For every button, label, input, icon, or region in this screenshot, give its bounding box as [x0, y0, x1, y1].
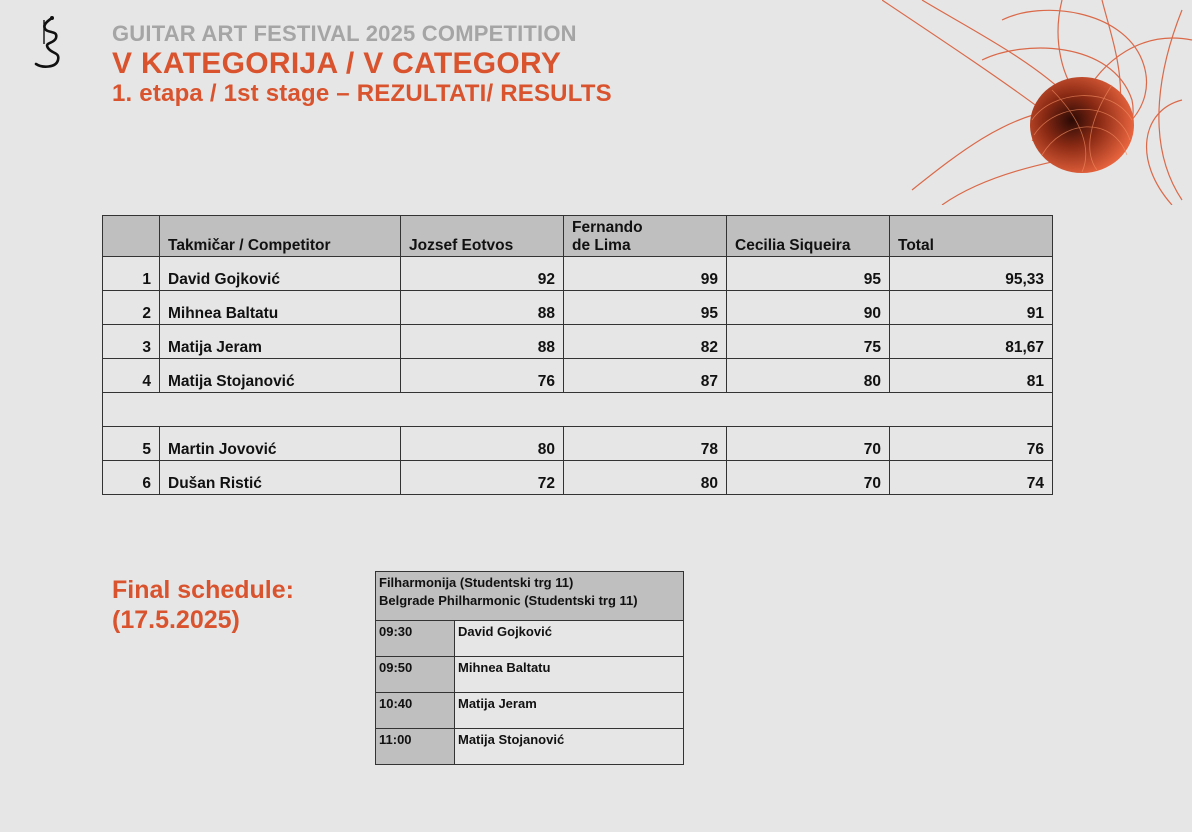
venue-line-english: Belgrade Philharmonic (Studentski trg 11): [379, 593, 638, 608]
schedule-competitor: Matija Jeram: [455, 693, 684, 729]
table-row: [103, 359, 1053, 393]
score-cell: 80: [727, 359, 890, 393]
venue-line-serbian: Filharmonija (Studentski trg 11): [379, 575, 574, 590]
competitor-header: Takmičar / Competitor: [160, 216, 401, 257]
score-cell: 80: [401, 427, 564, 461]
venue-header: [376, 572, 684, 621]
table-row: [103, 291, 1053, 325]
score-cell: 80: [564, 461, 727, 495]
separator-cell: [103, 393, 1053, 427]
total-cell: 81,67: [890, 325, 1053, 359]
results-table: [102, 215, 1053, 495]
table-row: [103, 427, 1053, 461]
judge-lima-header-line1: Fernando: [572, 219, 643, 236]
title-block: [112, 20, 612, 108]
competitor-cell: David Gojković: [160, 257, 401, 291]
score-cell: 90: [727, 291, 890, 325]
final-schedule-date: (17.5.2025): [112, 606, 240, 634]
total-cell: 95,33: [890, 257, 1053, 291]
schedule-header-row: [376, 572, 684, 621]
rank-cell: 4: [103, 359, 160, 393]
stage-title: 1. etapa / 1st stage – REZULTATI/ RESULTS: [112, 80, 612, 107]
schedule-time: 10:40: [376, 693, 455, 729]
total-header: Total: [890, 216, 1053, 257]
competitor-cell: Martin Jovović: [160, 427, 401, 461]
rank-cell: 5: [103, 427, 160, 461]
score-cell: 72: [401, 461, 564, 495]
competitor-cell: Matija Stojanović: [160, 359, 401, 393]
category-title: V KATEGORIJA / V CATEGORY: [112, 47, 562, 80]
score-cell: 70: [727, 461, 890, 495]
schedule-competitor: Mihnea Baltatu: [455, 657, 684, 693]
festival-logo-icon: [30, 14, 70, 72]
schedule-row: [376, 657, 684, 693]
score-cell: 87: [564, 359, 727, 393]
schedule-competitor: Matija Stojanović: [455, 729, 684, 765]
string-ball-icon: [882, 0, 1192, 205]
separator-row: [103, 393, 1053, 427]
judge-lima-header: [564, 216, 727, 257]
final-schedule-label: [112, 575, 294, 635]
schedule-time: 11:00: [376, 729, 455, 765]
total-cell: 91: [890, 291, 1053, 325]
rank-cell: 6: [103, 461, 160, 495]
table-row: [103, 461, 1053, 495]
score-cell: 95: [727, 257, 890, 291]
score-cell: 99: [564, 257, 727, 291]
schedule-time: 09:30: [376, 621, 455, 657]
score-cell: 76: [401, 359, 564, 393]
results-header-row: [103, 216, 1053, 257]
final-schedule-title: Final schedule:: [112, 576, 294, 604]
competitor-cell: Dušan Ristić: [160, 461, 401, 495]
score-cell: 88: [401, 291, 564, 325]
total-cell: 74: [890, 461, 1053, 495]
rank-cell: 2: [103, 291, 160, 325]
competitor-cell: Mihnea Baltatu: [160, 291, 401, 325]
schedule-competitor: David Gojković: [455, 621, 684, 657]
score-cell: 95: [564, 291, 727, 325]
total-cell: 76: [890, 427, 1053, 461]
rank-header: [103, 216, 160, 257]
judge-siqueira-header: Cecilia Siqueira: [727, 216, 890, 257]
judge-lima-header-line2: de Lima: [572, 237, 631, 254]
schedule-table: [375, 571, 684, 765]
score-cell: 70: [727, 427, 890, 461]
score-cell: 75: [727, 325, 890, 359]
judge-eotvos-header: Jozsef Eotvos: [401, 216, 564, 257]
score-cell: 82: [564, 325, 727, 359]
festival-title: GUITAR ART FESTIVAL 2025 COMPETITION: [112, 21, 577, 46]
total-cell: 81: [890, 359, 1053, 393]
table-row: [103, 325, 1053, 359]
score-cell: 92: [401, 257, 564, 291]
schedule-row: [376, 693, 684, 729]
score-cell: 78: [564, 427, 727, 461]
competitor-cell: Matija Jeram: [160, 325, 401, 359]
schedule-row: [376, 729, 684, 765]
schedule-time: 09:50: [376, 657, 455, 693]
rank-cell: 3: [103, 325, 160, 359]
schedule-row: [376, 621, 684, 657]
rank-cell: 1: [103, 257, 160, 291]
table-row: [103, 257, 1053, 291]
score-cell: 88: [401, 325, 564, 359]
